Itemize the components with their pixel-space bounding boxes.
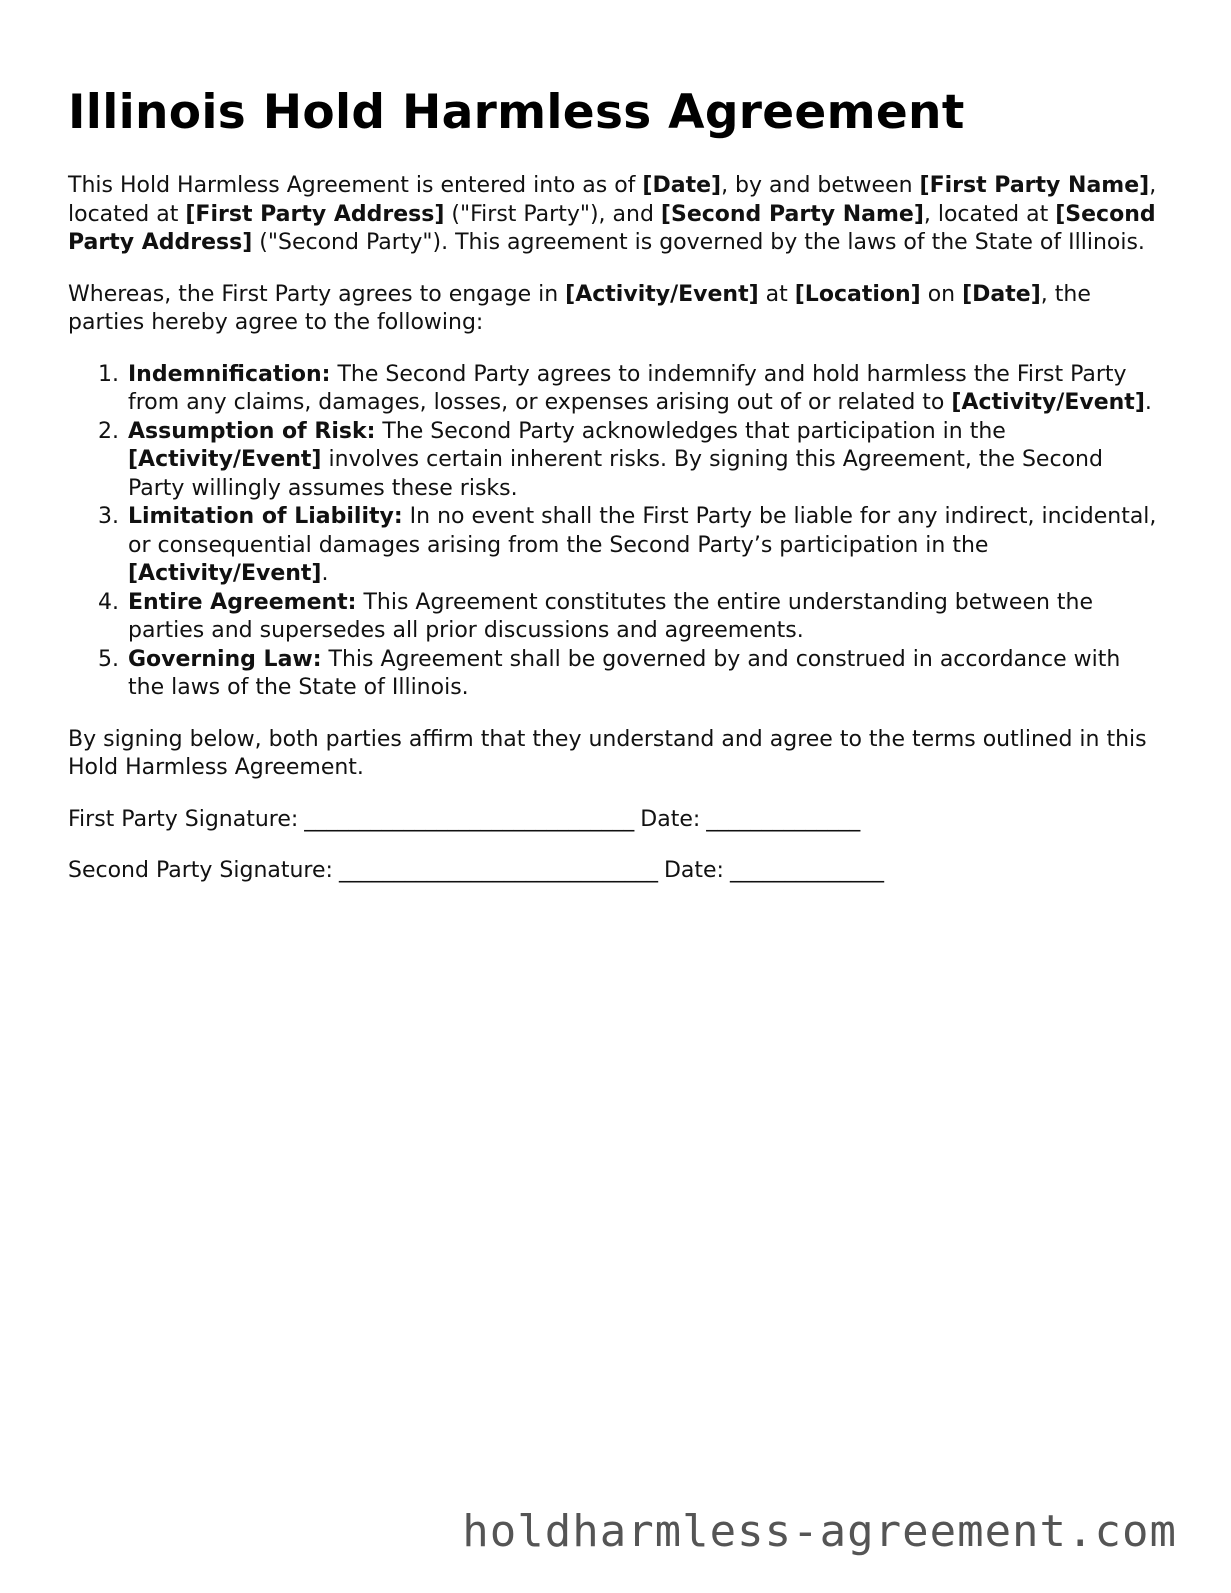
document-title: Illinois Hold Harmless Agreement (68, 85, 965, 140)
intro-date-placeholder: [Date] (642, 173, 722, 198)
website-watermark: holdharmless-agreement.com (462, 1506, 1177, 1557)
second-party-date-label: Date: (663, 858, 724, 883)
clause-activity-placeholder: [Activity/Event] (128, 561, 322, 586)
whereas-paragraph (68, 281, 1158, 338)
clause-text: This Agreement constitutes the entire understanding between the parties and supersedes all prior discussions and agreements. (128, 589, 1094, 643)
clause-assumption-of-risk (126, 418, 1158, 504)
clause-heading: Indemnification: (128, 361, 331, 387)
first-party-date-line[interactable]: ______________ (706, 806, 861, 832)
intro-text-5: , located at (923, 201, 1056, 227)
second-party-signature-line[interactable]: _____________________________ (338, 858, 658, 883)
clause-governing-law (126, 646, 1158, 703)
closing-paragraph: By signing below, both parties affirm that they understand and agree to the terms outlined in this Hold Harmless Agreement. (68, 726, 1147, 780)
clause-text-end: . (321, 561, 329, 586)
document-page (68, 82, 1158, 909)
first-party-signature-row (68, 806, 1158, 835)
intro-text-6: ("Second Party"). This agreement is governed by the laws of the State of Illinois. (252, 230, 1145, 255)
second-party-date-line[interactable]: ______________ (729, 858, 884, 883)
clause-activity-placeholder: [Activity/Event] (128, 447, 322, 472)
clause-entire-agreement (126, 589, 1158, 646)
whereas-text-2: at (758, 281, 795, 307)
clause-limitation-of-liability (126, 503, 1158, 589)
whereas-text-3: on (920, 281, 963, 307)
whereas-activity-placeholder: [Activity/Event] (565, 281, 759, 307)
intro-text-3: , located at (68, 173, 1157, 227)
second-party-address-placeholder: [Second Party Address] (68, 201, 1156, 255)
clause-heading: Assumption of Risk: (128, 418, 376, 444)
clause-text: The Second Party agrees to indemnify and hold harmless the First Party from any claims, damages, losses, or expenses arising out of or related to (128, 361, 1127, 415)
second-party-signature-row (68, 857, 1158, 886)
clause-text: The Second Party acknowledges that participation in the (375, 418, 1006, 444)
clauses-list (68, 361, 1158, 703)
first-party-date-label: Date: (640, 806, 701, 832)
first-party-signature-line[interactable]: ______________________________ (304, 806, 635, 832)
first-party-address-placeholder: [First Party Address] (185, 201, 445, 227)
clause-text-end: involves certain inherent risks. By signing this Agreement, the Second Party willingly assumes these risks. (128, 447, 1103, 501)
clause-text-end: . (1144, 390, 1152, 415)
whereas-date-placeholder: [Date] (962, 281, 1041, 307)
intro-text-2: , by and between (721, 173, 920, 198)
intro-text-1: This Hold Harmless Agreement is entered into as of (68, 173, 643, 198)
second-party-signature-label: Second Party Signature: (68, 858, 333, 883)
clause-heading: Entire Agreement: (128, 589, 357, 615)
clause-text: In no event shall the First Party be liable for any indirect, incidental, or consequential damages arising from the Second Party’s participation in the (128, 504, 1157, 558)
clause-activity-placeholder: [Activity/Event] (951, 390, 1145, 415)
intro-paragraph (68, 172, 1158, 258)
clause-heading: Governing Law: (128, 646, 322, 672)
intro-text-4: ("First Party"), and (444, 201, 661, 227)
first-party-name-placeholder: [First Party Name] (919, 173, 1150, 198)
clause-text: This Agreement shall be governed by and construed in accordance with the laws of the State of Illinois. (128, 646, 1121, 700)
clause-heading: Limitation of Liability: (128, 504, 403, 529)
whereas-text-1: Whereas, the First Party agrees to engage in (68, 281, 566, 307)
whereas-text-4: , the parties hereby agree to the following: (68, 281, 1091, 335)
clause-indemnification (126, 361, 1158, 418)
first-party-signature-label: First Party Signature: (68, 806, 299, 832)
whereas-location-placeholder: [Location] (794, 281, 921, 307)
second-party-name-placeholder: [Second Party Name] (660, 201, 924, 227)
